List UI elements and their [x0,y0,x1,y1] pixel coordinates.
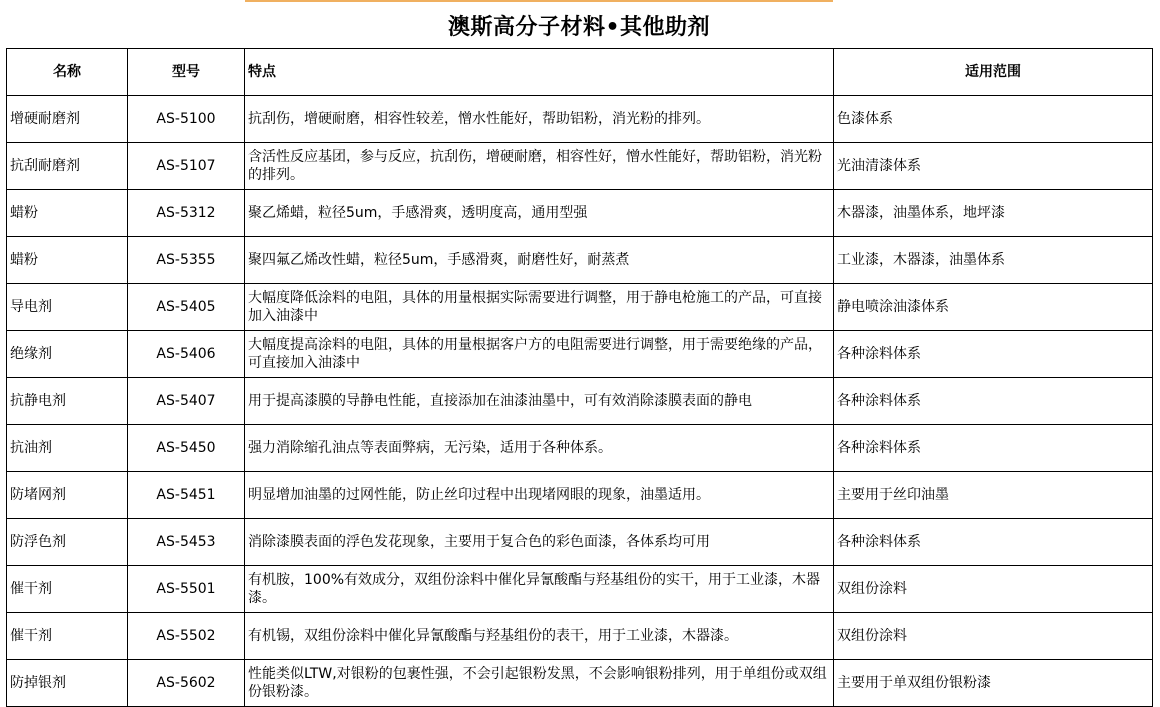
cell-name: 增硬耐磨剂 [7,96,128,143]
page-title: 澳斯高分子材料•其他助剂 [447,14,711,40]
cell-range: 主要用于丝印油墨 [834,472,1153,519]
table-row [7,284,1153,331]
header-row [7,49,1153,96]
cell-name: 抗静电剂 [7,378,128,425]
cell-model: AS-5355 [128,237,245,284]
cell-range: 各种涂料体系 [834,519,1153,566]
table-row [7,613,1153,660]
cell-features: 有机胺，100%有效成分，双组份涂料中催化异氰酸酯与羟基组份的实干，用于工业漆，木器漆。 [245,566,834,613]
cell-range: 双组份涂料 [834,566,1153,613]
table-row [7,378,1153,425]
cell-range: 静电喷涂油漆体系 [834,284,1153,331]
cell-name: 防堵网剂 [7,472,128,519]
cell-features: 大幅度提高涂料的电阻，具体的用量根据客户方的电阻需要进行调整，用于需要绝缘的产品，可直接加入油漆中 [245,331,834,378]
table-row [7,472,1153,519]
cell-model: AS-5450 [128,425,245,472]
cell-model: AS-5405 [128,284,245,331]
cell-features: 消除漆膜表面的浮色发花现象，主要用于复合色的彩色面漆，各体系均可用 [245,519,834,566]
cell-range: 各种涂料体系 [834,378,1153,425]
table-row [7,566,1153,613]
cell-model: AS-5451 [128,472,245,519]
cell-model: AS-5602 [128,660,245,707]
cell-name: 催干剂 [7,613,128,660]
cell-features: 抗刮伤，增硬耐磨，相容性较差，憎水性能好，帮助铝粉，消光粉的排列。 [245,96,834,143]
cell-features: 有机锡，双组份涂料中催化异氰酸酯与羟基组份的表干，用于工业漆，木器漆。 [245,613,834,660]
header-name: 名称 [7,49,128,96]
cell-name: 防浮色剂 [7,519,128,566]
cell-range: 木器漆，油墨体系，地坪漆 [834,190,1153,237]
cell-model: AS-5502 [128,613,245,660]
header-model: 型号 [128,49,245,96]
cell-range: 工业漆，木器漆，油墨体系 [834,237,1153,284]
cell-name: 催干剂 [7,566,128,613]
cell-model: AS-5100 [128,96,245,143]
table-row [7,96,1153,143]
cell-model: AS-5406 [128,331,245,378]
table-row [7,143,1153,190]
cell-features: 强力消除缩孔油点等表面弊病，无污染，适用于各种体系。 [245,425,834,472]
table-row [7,425,1153,472]
cell-model: AS-5312 [128,190,245,237]
cell-name: 蜡粉 [7,190,128,237]
cell-features: 聚乙烯蜡，粒径5um，手感滑爽，透明度高，通用型强 [245,190,834,237]
cell-features: 聚四氟乙烯改性蜡，粒径5um，手感滑爽，耐磨性好，耐蒸煮 [245,237,834,284]
table-row [7,237,1153,284]
header-features: 特点 [245,49,834,96]
cell-model: AS-5107 [128,143,245,190]
table-row [7,660,1153,707]
cell-features: 明显增加油墨的过网性能，防止丝印过程中出现堵网眼的现象，油墨适用。 [245,472,834,519]
cell-range: 光油清漆体系 [834,143,1153,190]
table-row [7,519,1153,566]
cell-model: AS-5501 [128,566,245,613]
cell-name: 导电剂 [7,284,128,331]
cell-range: 双组份涂料 [834,613,1153,660]
cell-features: 大幅度降低涂料的电阻，具体的用量根据实际需要进行调整，用于静电枪施工的产品，可直接加入油漆中 [245,284,834,331]
header-range: 适用范围 [834,49,1153,96]
cell-features: 用于提高漆膜的导静电性能，直接添加在油漆油墨中，可有效消除漆膜表面的静电 [245,378,834,425]
cell-name: 防掉银剂 [7,660,128,707]
cell-range: 各种涂料体系 [834,331,1153,378]
cell-features: 性能类似LTW,对银粉的包裹性强，不会引起银粉发黑，不会影响银粉排列，用于单组份或双组份银粉漆。 [245,660,834,707]
cell-name: 抗油剂 [7,425,128,472]
cell-name: 蜡粉 [7,237,128,284]
cell-range: 主要用于单双组份银粉漆 [834,660,1153,707]
cell-range: 各种涂料体系 [834,425,1153,472]
cell-model: AS-5453 [128,519,245,566]
cell-name: 绝缘剂 [7,331,128,378]
table-row [7,190,1153,237]
cell-features: 含活性反应基团，参与反应，抗刮伤，增硬耐磨，相容性好，憎水性能好，帮助铝粉，消光粉的排列。 [245,143,834,190]
cell-name: 抗刮耐磨剂 [7,143,128,190]
table-row [7,331,1153,378]
cell-range: 色漆体系 [834,96,1153,143]
product-table [6,48,1153,707]
cell-model: AS-5407 [128,378,245,425]
